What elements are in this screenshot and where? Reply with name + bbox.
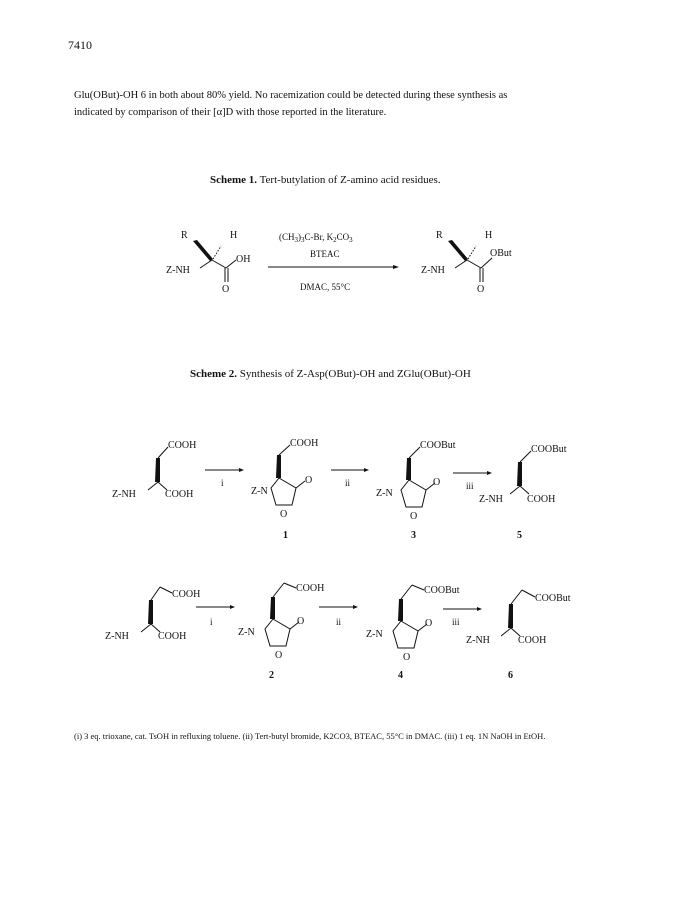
row2-arrow-2 [319, 605, 358, 627]
arrowhead [477, 607, 482, 611]
cpd1-o2: O [280, 509, 288, 520]
bond [412, 585, 424, 590]
bond [467, 260, 481, 268]
row1-arrow-3 [453, 471, 492, 491]
wedge-bond [148, 600, 153, 624]
bond [141, 624, 151, 632]
row1-step-2-label: ii [345, 478, 351, 488]
scheme-1-caption-label: Scheme 1. [210, 174, 258, 186]
bond [481, 258, 492, 268]
row1-arrow-2 [331, 468, 369, 488]
cpd5-number: 5 [517, 530, 522, 541]
wedge-bond [270, 597, 275, 619]
reactant-oh-label: OH [236, 254, 251, 265]
cpd3-o2: O [410, 511, 418, 522]
product-o-label: O [477, 284, 485, 295]
cpd4-number: 4 [398, 670, 403, 681]
reactant-h-label: H [230, 230, 238, 241]
reactant-nh-label: Z-NH [166, 265, 190, 276]
cpd1-o1: O [305, 475, 313, 486]
cpd2-n: Z-N [238, 627, 255, 638]
row2-start-acid: COOH [158, 631, 187, 642]
cpd2-number: 2 [269, 670, 274, 681]
scheme-1-product [421, 230, 512, 295]
hashed-bond [468, 246, 476, 259]
row2-step-3-label: iii [452, 617, 460, 627]
row2-start-nh: Z-NH [105, 631, 129, 642]
product-r-label: R [436, 230, 443, 241]
arrowhead [239, 468, 244, 472]
row1-start [112, 440, 196, 500]
cpd2-top: COOH [296, 583, 325, 594]
cpd6-number: 6 [508, 670, 513, 681]
intro-paragraph-line-2: indicated by comparison of their [α]D with those reported in the literature. [74, 107, 387, 118]
row2-arrow-3 [443, 607, 482, 627]
scheme-1-reactant [166, 230, 250, 295]
arrowhead [487, 471, 492, 475]
row1-step-3-label: iii [466, 481, 474, 491]
bond [273, 583, 284, 597]
cpd3-top: COOBut [420, 440, 456, 451]
arrowhead [230, 605, 235, 609]
arrowhead [393, 265, 399, 269]
page-number: 7410 [68, 38, 92, 52]
cpd2-o2: O [275, 650, 283, 661]
oxazolidinone-ring [401, 480, 426, 507]
carbonyl-bond [296, 481, 305, 488]
product-obut-label: OBut [490, 248, 512, 259]
reactant-o-label: O [222, 284, 230, 295]
arrowhead [353, 605, 358, 609]
row2-compound-6 [466, 590, 571, 681]
cpd5-acid: COOH [527, 494, 556, 505]
row1-compound-5 [479, 444, 567, 541]
bond [510, 486, 520, 494]
cpd4-o1: O [425, 618, 433, 629]
row1-start-acid: COOH [165, 489, 194, 500]
bond [279, 445, 290, 455]
cpd3-n: Z-N [376, 488, 393, 499]
bond [151, 587, 160, 600]
bond [226, 260, 236, 268]
cpd3-number: 3 [411, 530, 416, 541]
wedge-bond [508, 604, 513, 628]
bond [522, 590, 535, 597]
cpd4-n: Z-N [366, 629, 383, 640]
cpd5-nh: Z-NH [479, 494, 503, 505]
oxazolidinone-ring [265, 619, 290, 646]
bond [520, 486, 529, 494]
row2-start [105, 587, 200, 642]
bond [455, 260, 467, 268]
row2-compound-2 [238, 583, 324, 681]
bond [160, 587, 172, 593]
reactant-r-label: R [181, 230, 188, 241]
row1-compound-1 [251, 438, 318, 541]
row1-arrow-1 [205, 468, 244, 488]
product-nh-label: Z-NH [421, 265, 445, 276]
cpd5-top: COOBut [531, 444, 567, 455]
row2-compound-4 [366, 585, 460, 681]
bond [409, 447, 420, 458]
row2-arrow-1 [196, 605, 235, 627]
reagent-line-3: DMAC, 55°C [300, 282, 351, 292]
bond [212, 260, 226, 268]
bond [520, 451, 531, 462]
bond [158, 447, 168, 458]
bond [401, 585, 412, 599]
bond [284, 583, 296, 588]
cpd6-top: COOBut [535, 593, 571, 604]
cpd3-o1: O [433, 477, 441, 488]
wedge-bond [448, 240, 468, 261]
row1-start-nh: Z-NH [112, 489, 136, 500]
cpd4-o2: O [403, 652, 411, 663]
cpd2-o1: O [297, 616, 305, 627]
scheme-2-footnote: (i) 3 eq. trioxane, cat. TsOH in refluxing toluene. (ii) Tert-butyl bromide, K2CO3, BTEAC, 55°C in DMAC. (iii) 1 eq. 1N NaOH in EtOH. [74, 731, 546, 741]
scheme-2-caption-text: Synthesis of Z-Asp(OBut)-OH and ZGlu(OBut)-OH [237, 368, 471, 380]
cpd1-n: Z-N [251, 486, 268, 497]
hashed-bond [213, 246, 221, 259]
arrowhead [364, 468, 369, 472]
oxazolidinone-ring [393, 621, 418, 648]
intro-paragraph-line-1: Glu(OBut)-OH 6 in both about 80% yield. No racemization could be detected during these synthesis as [74, 90, 508, 101]
cpd4-top: COOBut [424, 585, 460, 596]
oxazolidinone-ring [271, 478, 296, 505]
bond [501, 628, 511, 636]
row1-start-top: COOH [168, 440, 197, 451]
wedge-bond [155, 458, 160, 482]
wedge-bond [276, 455, 281, 478]
scheme-1-arrow [268, 232, 399, 292]
row1-step-1-label: i [221, 478, 224, 488]
reagent-line-1: $(CH_3)_3C-Br$, $K_2CO_3$ [279, 232, 353, 244]
row2-step-1-label: i [210, 617, 213, 627]
wedge-bond [406, 458, 411, 480]
bond [511, 590, 522, 604]
cpd1-number: 1 [283, 530, 288, 541]
row1-compound-3 [376, 440, 456, 541]
cpd6-acid: COOH [518, 635, 547, 646]
wedge-bond [517, 462, 522, 486]
bond [148, 482, 158, 490]
bond [200, 260, 212, 268]
row2-start-top: COOH [172, 589, 201, 600]
scheme-1-caption-text: Tert-butylation of Z-amino acid residues. [257, 174, 441, 186]
cpd6-nh: Z-NH [466, 635, 490, 646]
wedge-bond [193, 240, 213, 261]
wedge-bond [398, 599, 403, 621]
cpd1-top: COOH [290, 438, 319, 449]
product-h-label: H [485, 230, 493, 241]
row2-step-2-label: ii [336, 617, 342, 627]
reagent-line-2: BTEAC [310, 249, 340, 259]
scheme-2-caption-label: Scheme 2. [190, 368, 238, 380]
